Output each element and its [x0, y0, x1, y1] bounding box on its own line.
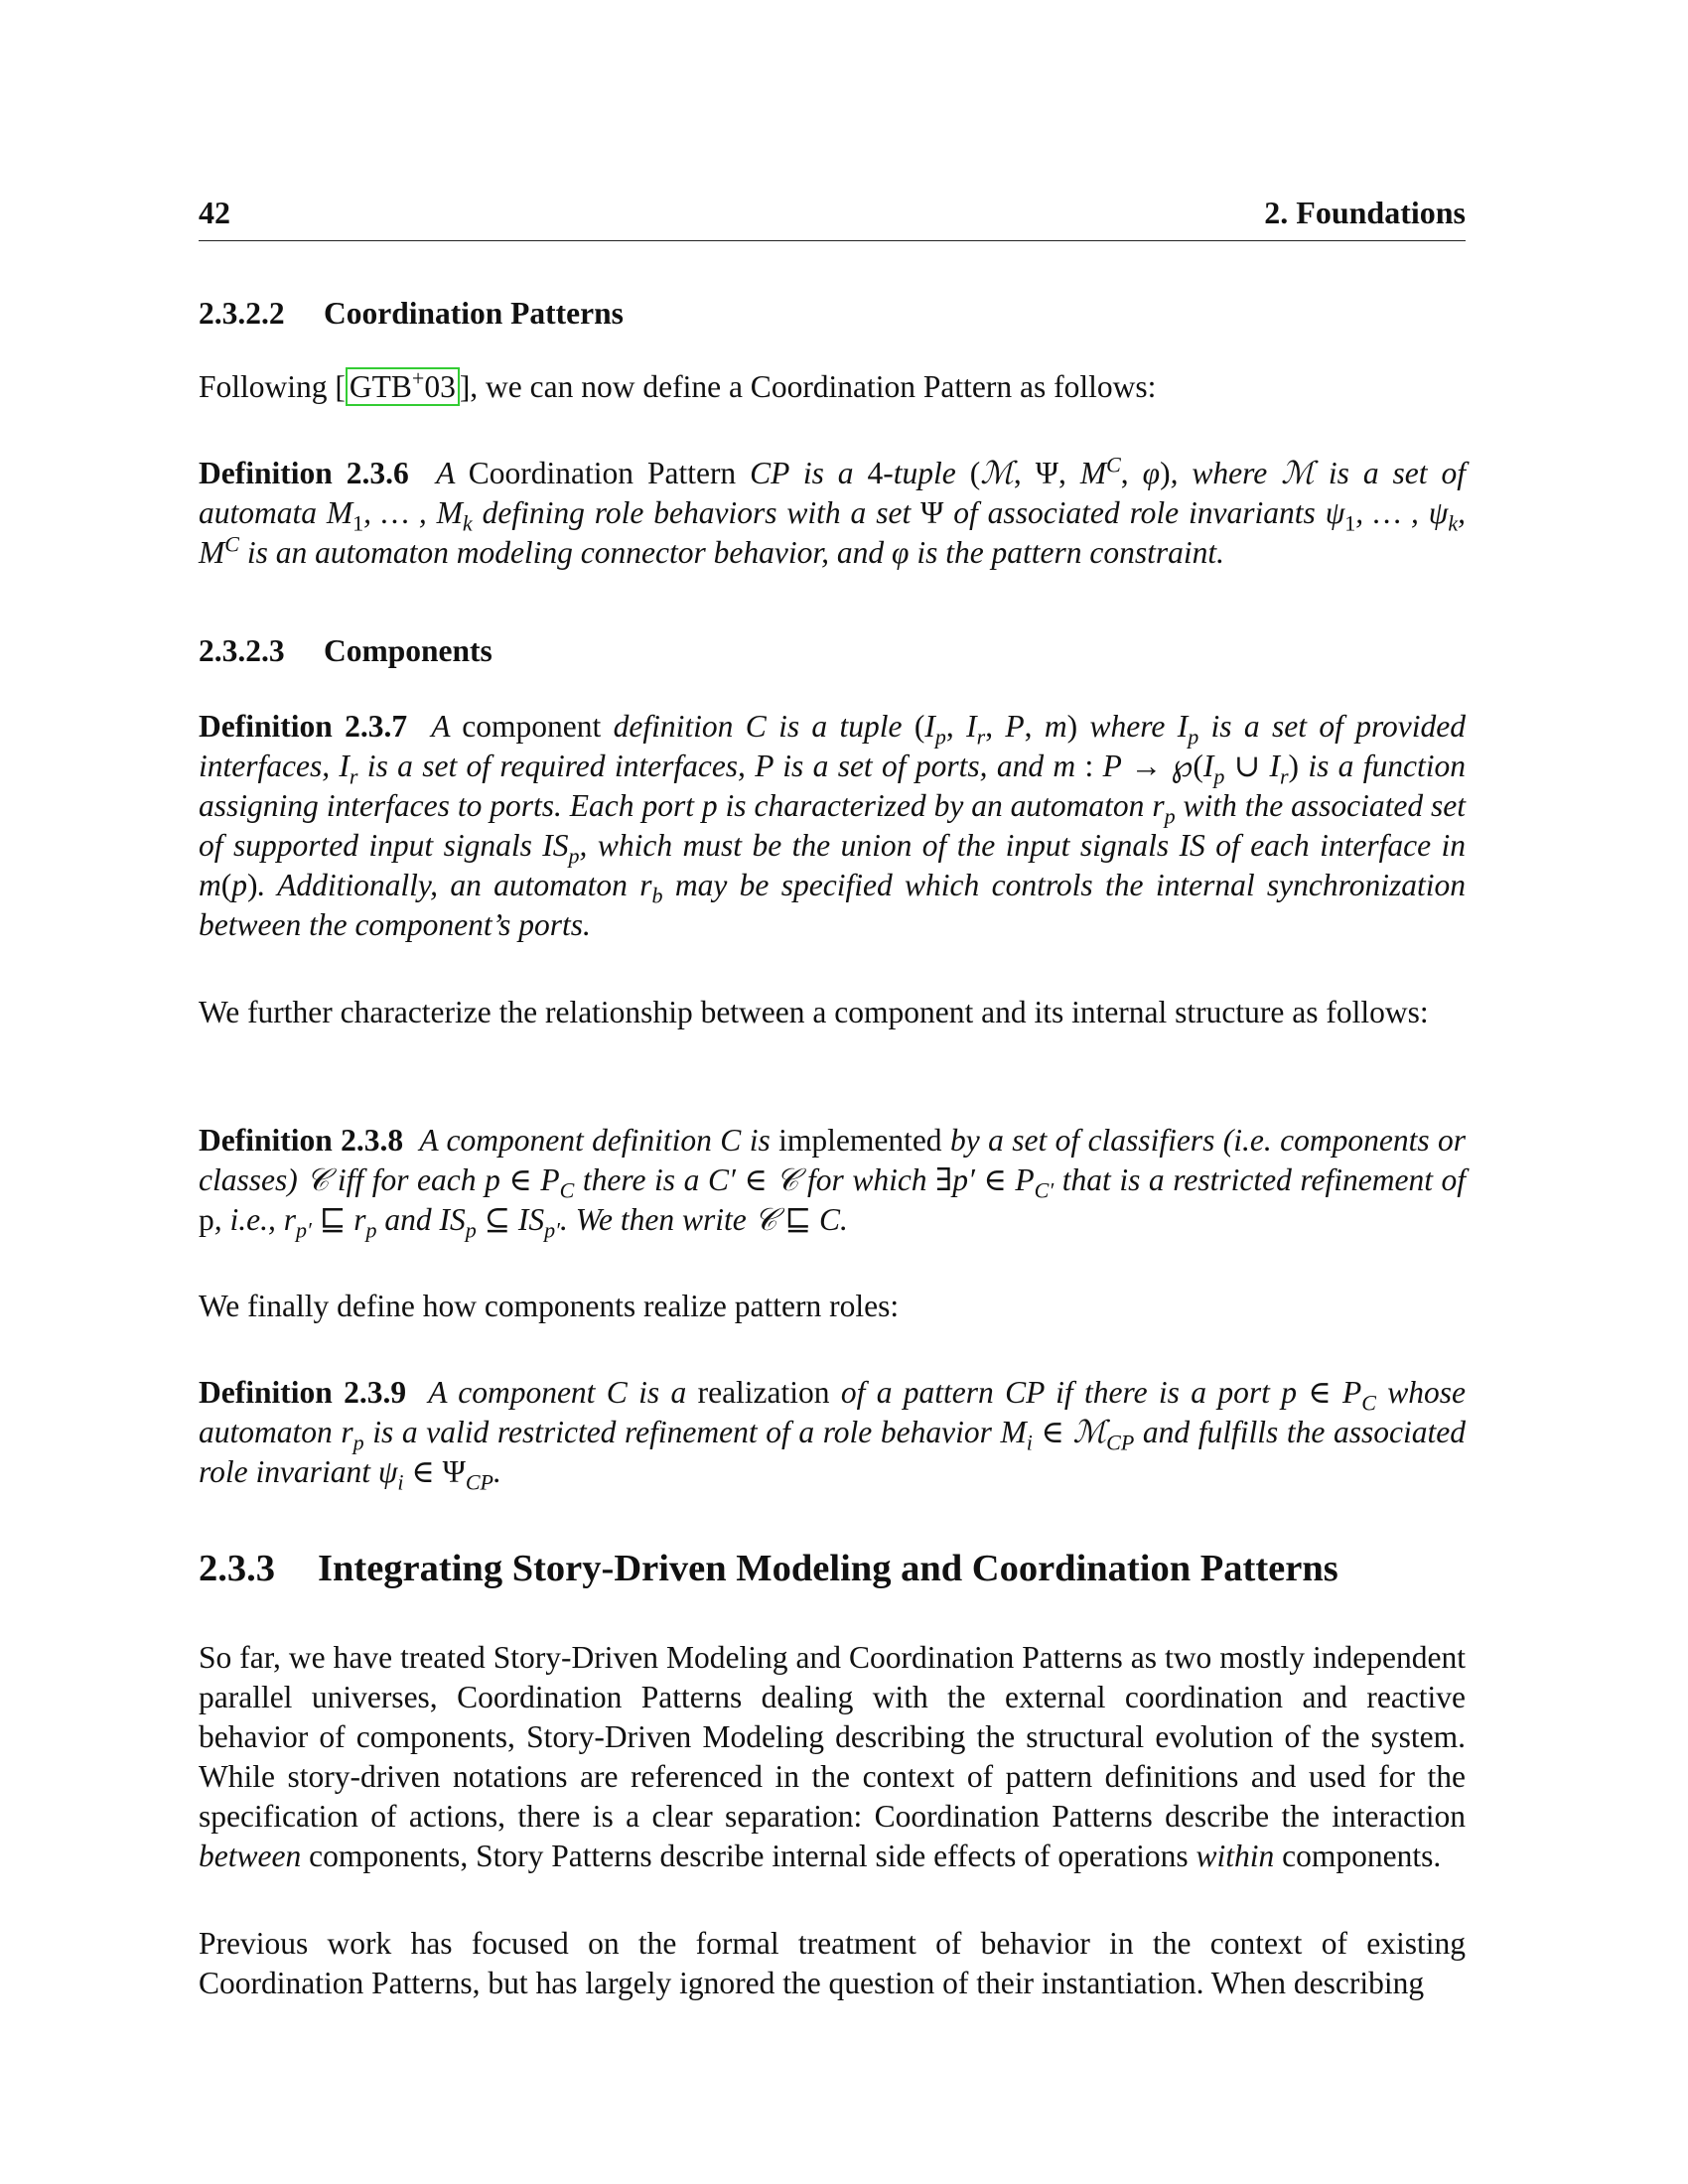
heading-title: Coordination Patterns: [324, 296, 624, 331]
definition-2-3-6: Definition 2.3.6 A Coordination Pattern CP is a 4-tuple (ℳ, Ψ, $M^C$, φ), where ℳ is a set of automata $M_1$, … , $M_k$ defining role behaviors with a set Ψ of associated role invariants $\psi_1$, … , $\psi_k$, $M^C$ is an automaton modeling connector behavior, and φ is the pattern constraint.: [199, 452, 1467, 570]
paragraph-finally: We finally define how components realize pattern roles:: [199, 1289, 900, 1323]
definition-label: Definition 2.3.8: [199, 1123, 404, 1158]
paragraph-previous: Previous work has focused on the formal treatment of behavior in the context of existing Coordination Patterns, but has largely ignored the question of their instantiation. When describing: [199, 1926, 1466, 2000]
definition-2-3-9: Definition 2.3.9 A component C is a realization of a pattern CP if there is a port p ∈ $P_C$ whose automaton $r_p$ is a valid restricted refinement of a role behavior $M_i$ ∈ ℳ$_{CP}$ and fulfills the associated role invariant $\psi_i$ ∈ $\Psi_{CP}$.: [199, 1375, 1467, 1495]
definition-label: Definition 2.3.7: [199, 709, 408, 744]
chapter-title: 2. Foundations: [1264, 195, 1466, 230]
paragraph-further: We further characterize the relationship between a component and its internal structure as follows:: [199, 995, 1429, 1029]
page-number: 42: [199, 195, 230, 230]
definition-label: Definition 2.3.9: [199, 1375, 407, 1410]
paragraph-so-far: So far, we have treated Story-Driven Modeling and Coordination Patterns as two mostly independent parallel universes, Coordination Patterns dealing with the external coordination and reactive behavior of components, Story-Driven Modeling describing the structural evolution of the system. While story-driven notations are referenced in the context of pattern definitions and used for the specification of actions, there is a clear separation: Coordination Patterns describe the interaction between components, Story Patterns describe internal side effects of operations within components.: [199, 1640, 1466, 1873]
section-title: Integrating Story-Driven Modeling and Coordination Patterns: [318, 1548, 1338, 1589]
heading-2-3-2-2: [199, 294, 1466, 334]
intro-text-post: ], we can now define a Coordination Pattern as follows:: [459, 369, 1157, 404]
running-header: [199, 195, 1466, 241]
heading-2-3-2-3: [199, 631, 1466, 671]
intro-paragraph: [199, 367, 1466, 407]
definition-2-3-8: Definition 2.3.8 A component definition C is implemented by a set of classifiers (i.e. components or classes) 𝒞 iff for each p ∈ $P_C$ there is a C′ ∈ 𝒞 for which ∃p′ ∈ $P_{C'}$ that is a restricted refinement of p, i.e., $r_{p'}$ ⊑ $r_p$ and $IS_p$ ⊆ $IS_{p'}$. We then write 𝒞 ⊑ C.: [199, 1123, 1467, 1243]
citation-link[interactable]: GTB+03: [346, 367, 460, 406]
section-number: 2.3.3: [199, 1548, 275, 1589]
heading-number: 2.3.2.2: [199, 296, 285, 331]
intro-text-pre: Following [: [199, 369, 346, 404]
section-heading-2-3-3: [199, 1549, 1466, 1588]
definition-label: Definition 2.3.6: [199, 456, 409, 490]
heading-number: 2.3.2.3: [199, 633, 285, 668]
heading-title: Components: [324, 633, 492, 668]
definition-2-3-7: Definition 2.3.7 A component definition C is a tuple ($I_p$, $I_r$, P, m) where $I_p$ is a set of provided interfaces, $I_r$ is a set of required interfaces, P is a set of ports, and m : $P \to ℘(I_p$ ∪ $I_r$) is a function assigning interfaces to ports. Each port p is characterized by an automaton $r_p$ with the associated set of supported input signals $IS_p$, which must be the union of the input signals IS of each interface in m(p). Additionally, an automaton $r_b$ may be specified which controls the internal synchronization between the component’s ports.: [199, 709, 1467, 942]
